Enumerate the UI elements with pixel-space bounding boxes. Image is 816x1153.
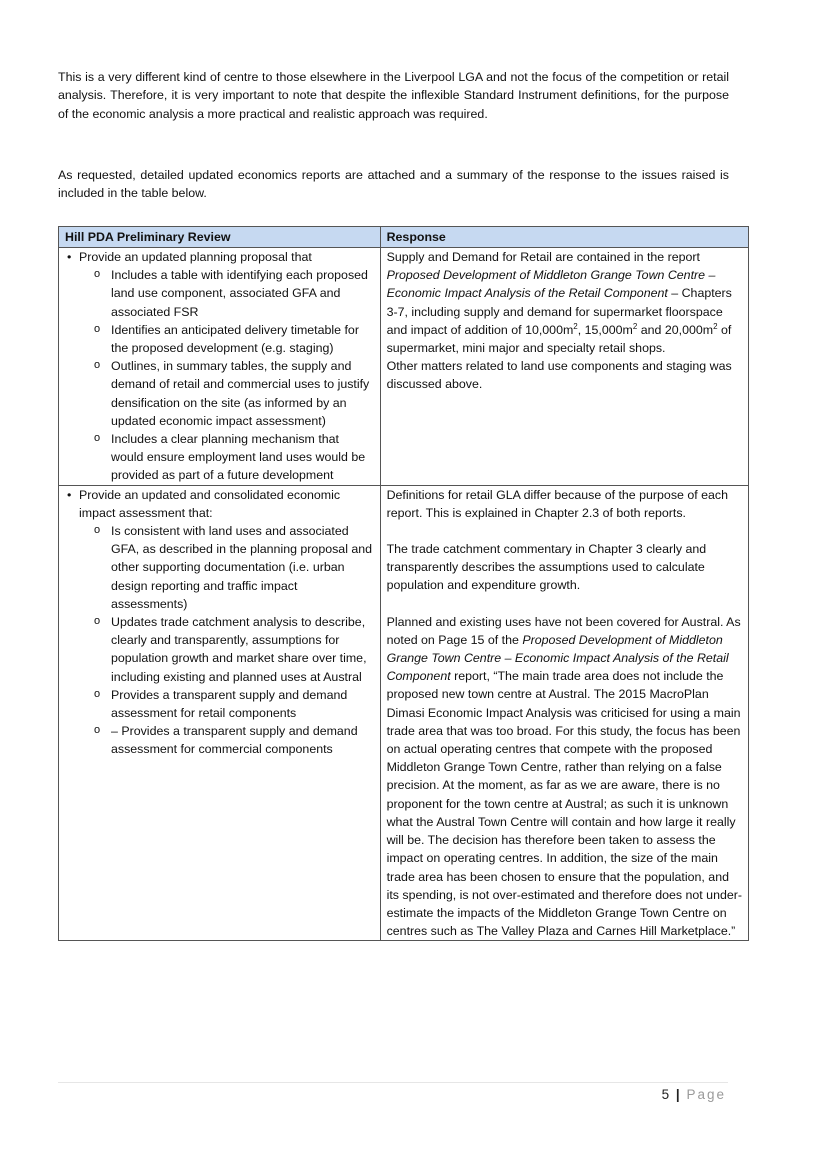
table-row bbox=[59, 248, 749, 486]
list-item: o Includes a clear planning mechanism that would ensure employment land uses would be provided as part of a future development bbox=[79, 430, 374, 485]
response-cell-2 bbox=[380, 485, 748, 941]
response-paragraph bbox=[387, 613, 742, 941]
response-cell-1 bbox=[380, 248, 748, 486]
list-item: o Outlines, in summary tables, the supply and demand of retail and commercial uses to justify densification on the site (as informed by an updated economic impact assessment) bbox=[79, 357, 374, 430]
area-value: 10,000m bbox=[525, 322, 574, 337]
header-review: Hill PDA Preliminary Review bbox=[59, 227, 381, 248]
review-main-text: Provide an updated and consolidated economic impact assessment that: bbox=[79, 487, 341, 520]
response-text: Planned and existing uses have not been covered for Austral. As noted on Page 15 of the bbox=[386, 614, 741, 647]
response-paragraph: Definitions for retail GLA differ because of the purpose of each report. This is explained in Chapter 2.3 of both reports. bbox=[386, 487, 729, 520]
report-title: Proposed Development of Middleton Grange Town Centre – Economic Impact Analysis of the Retail Component bbox=[386, 268, 716, 301]
footer-separator: | bbox=[675, 1087, 680, 1102]
page-label: Page bbox=[686, 1087, 726, 1102]
header-response: Response bbox=[380, 227, 748, 248]
table-header-row bbox=[59, 227, 749, 248]
table-row bbox=[59, 485, 749, 941]
response-paragraph bbox=[387, 248, 742, 357]
response-text: of supermarket, mini major and specialty retail shops. bbox=[386, 322, 732, 356]
review-cell-1 bbox=[59, 248, 381, 486]
report-title: Proposed Development of Middleton Grange Town Centre – Economic Impact Analysis of the Retail Component bbox=[386, 632, 729, 684]
page-number: 5 bbox=[661, 1087, 670, 1102]
list-item: o Updates trade catchment analysis to describe, clearly and transparently, assumptions for population growth and market share over time, including existing and planned uses at Austral bbox=[79, 613, 374, 686]
area-value: 20,000m bbox=[664, 322, 714, 337]
response-text: – Chapters 3-7, including supply and demand for supermarket floorspace and impact of addition of bbox=[386, 286, 732, 337]
superscript: 2 bbox=[713, 321, 718, 331]
response-text: report, “The main trade area does not include the proposed new town centre at Austral. The 2015 MacroPlan Dimasi Economic Impact Analysis was criticised for using a main trade area that was too broad. For this study, the focus has been on actual operating centres that compete with the proposed Middleton Grange Town Centre, rather than relying on a false precision. At the moment, as far as we are aware, there is no proponent for the town centre at Austral; as such it is unknown what the Austral Town Centre will contain and how large it really will be. The decision has therefore been taken to assess the impact on operating centres. In addition, the size of the main trade area has been chosen to ensure that the population, and its spending, is not over-estimated and therefore does not under-estimate the impacts of the Middleton Grange Town Centre on centres such as The Valley Plaza and Carnes Hill Marketplace.” bbox=[386, 669, 743, 939]
separator-text: , bbox=[577, 322, 585, 337]
response-paragraph: Other matters related to land use components and staging was discussed above. bbox=[386, 359, 732, 392]
list-item: o Includes a table with identifying each proposed land use component, associated GFA and associated FSR bbox=[79, 266, 374, 321]
superscript: 2 bbox=[573, 321, 578, 331]
response-text: Supply and Demand for Retail are contained in the report bbox=[386, 250, 700, 264]
page-footer bbox=[662, 1087, 726, 1102]
review-cell-2 bbox=[59, 485, 381, 941]
list-item: o Is consistent with land uses and associated GFA, as described in the planning proposal and other supporting documentation (i.e. urban design reporting and traffic impact assessments) bbox=[79, 522, 374, 613]
intro-paragraph-2: As requested, detailed updated economics reports are attached and a summary of the response to the issues raised is included in the table below. bbox=[58, 168, 729, 201]
list-item bbox=[65, 248, 374, 485]
superscript: 2 bbox=[632, 321, 638, 331]
review-main-text: Provide an updated planning proposal that bbox=[79, 250, 312, 264]
intro-paragraph-1: This is a very different kind of centre to those elsewhere in the Liverpool LGA and not the focus of the competition or retail analysis. Therefore, it is very important to note that despite the inflexible Standard Instrument definitions, for the purpose of the economic analysis a more practical and realistic approach was required. bbox=[58, 70, 729, 121]
list-item: o – Provides a transparent supply and demand assessment for commercial components bbox=[79, 722, 374, 758]
response-paragraph: The trade catchment commentary in Chapter 3 clearly and transparently describes the assumptions used to calculate population and expenditure growth. bbox=[386, 542, 707, 593]
footer-divider bbox=[58, 1082, 728, 1083]
list-item: o Identifies an anticipated delivery timetable for the proposed development (e.g. staging) bbox=[79, 321, 374, 357]
area-value: 15,000m bbox=[584, 322, 633, 337]
list-item: o Provides a transparent supply and demand assessment for retail components bbox=[79, 686, 374, 722]
separator-text: and bbox=[637, 322, 665, 337]
review-response-table bbox=[58, 226, 749, 941]
list-item bbox=[65, 486, 374, 759]
